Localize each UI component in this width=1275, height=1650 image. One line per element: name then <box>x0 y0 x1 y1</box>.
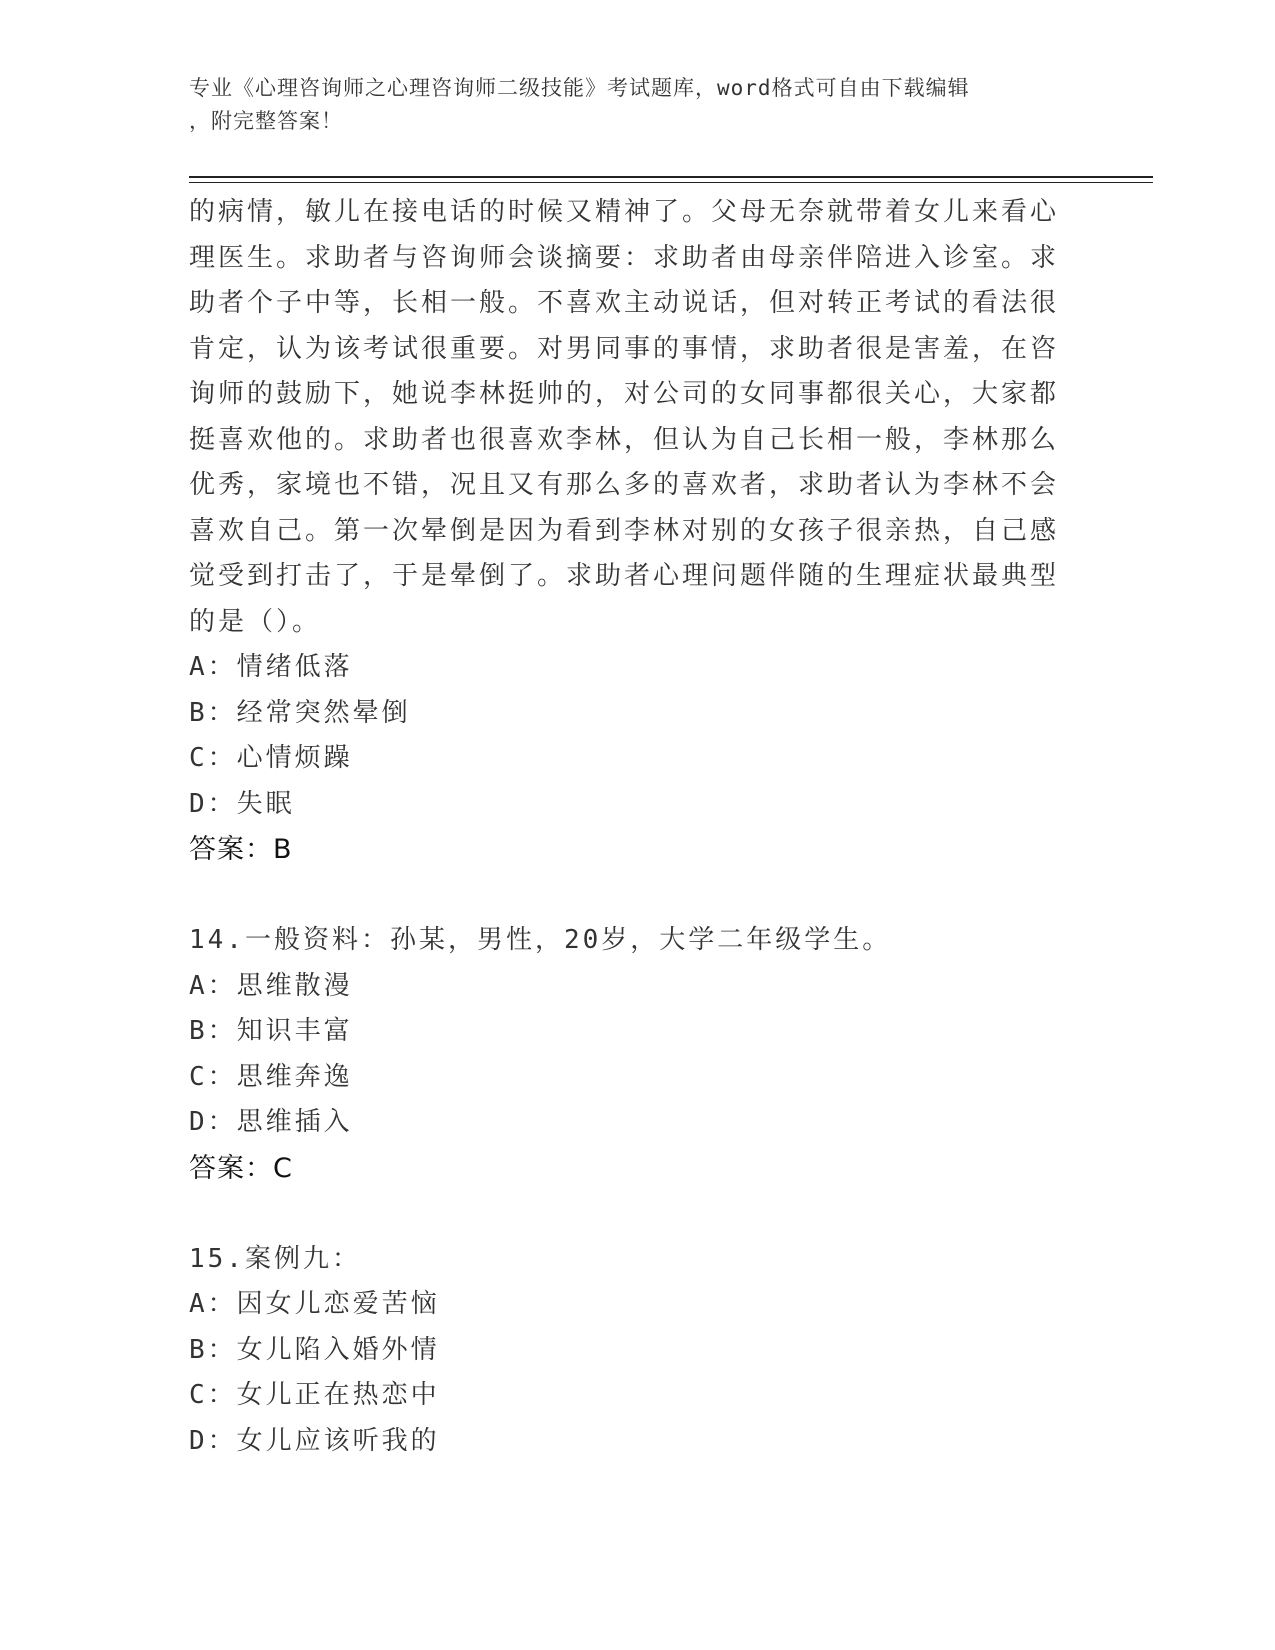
question-14-option-c: C：思维奔逸 <box>189 1061 353 1092</box>
question-13-line: 的是（）。 <box>189 606 322 637</box>
document-body <box>189 190 1089 1464</box>
question-13-option-b: B：经常突然晕倒 <box>189 697 411 728</box>
question-13-line: 的病情，敏儿在接电话的时候又精神了。父母无奈就带着女儿来看心 <box>189 197 1060 227</box>
question-15-stem: 15.案例九： <box>189 1243 361 1274</box>
question-14 <box>189 918 1089 1191</box>
question-14-stem: 14.一般资料：孙某，男性，20岁，大学二年级学生。 <box>189 925 892 955</box>
question-13-line: 询师的鼓励下，她说李林挺帅的，对公司的女同事都很关心，大家都 <box>189 379 1060 409</box>
question-15-option-a: A：因女儿恋爱苦恼 <box>189 1289 440 1319</box>
question-15-option-b: B：女儿陷入婚外情 <box>189 1334 440 1365</box>
question-13-line: 助者个子中等，长相一般。不喜欢主动说话，但对转正考试的看法很 <box>189 288 1060 318</box>
question-13-option-d: D：失眠 <box>189 788 295 819</box>
header-divider-thick <box>189 176 1153 178</box>
question-14-answer: 答案：C <box>189 1152 293 1184</box>
question-13-line: 觉受到打击了，于是晕倒了。求助者心理问题伴随的生理症状最典型 <box>189 561 1060 591</box>
question-13-answer: 答案：B <box>189 834 293 865</box>
question-14-option-d: D：思维插入 <box>189 1107 353 1137</box>
question-14-option-a: A：思维散漫 <box>189 970 353 1001</box>
question-13-line: 肯定，认为该考试很重要。对男同事的事情，求助者很是害羞，在咨 <box>189 333 1060 364</box>
question-13-line: 喜欢自己。第一次晕倒是因为看到李林对别的女孩子很亲热，自己感 <box>189 515 1060 546</box>
header-line-1: 专业《心理咨询师之心理咨询师二级技能》考试题库，word格式可自由下载编辑 <box>189 76 970 100</box>
question-15-option-c: C：女儿正在热恋中 <box>189 1380 440 1410</box>
header-line-2: ，附完整答案！ <box>189 109 343 133</box>
question-13-line: 理医生。求助者与咨询师会谈摘要：求助者由母亲伴陪进入诊室。求 <box>189 242 1060 273</box>
question-15 <box>189 1237 1089 1465</box>
question-14-option-b: B：知识丰富 <box>189 1016 353 1046</box>
document-header <box>189 72 1089 138</box>
question-13-option-c: C：心情烦躁 <box>189 743 353 773</box>
question-13 <box>189 190 1089 873</box>
spacer <box>189 1191 1089 1237</box>
question-15-option-d: D：女儿应该听我的 <box>189 1425 440 1456</box>
question-13-line: 挺喜欢他的。求助者也很喜欢李林，但认为自己长相一般，李林那么 <box>189 424 1060 455</box>
question-13-option-a: A：情绪低落 <box>189 652 353 682</box>
spacer <box>189 873 1089 919</box>
question-13-line: 优秀，家境也不错，况且又有那么多的喜欢者，求助者认为李林不会 <box>189 470 1060 500</box>
header-divider-thin <box>189 182 1153 183</box>
